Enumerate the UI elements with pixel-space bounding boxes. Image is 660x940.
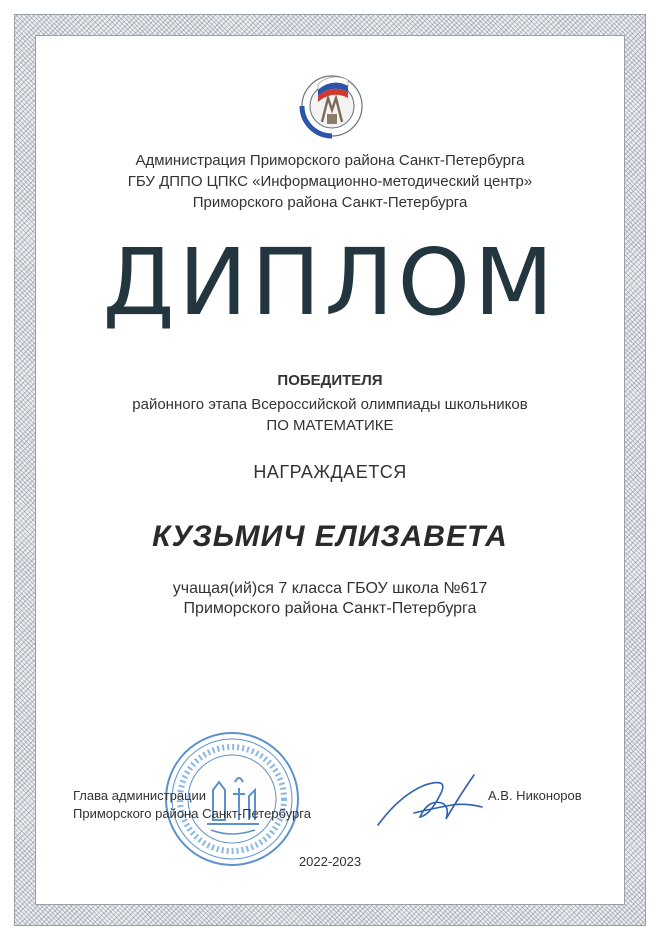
awarded-label: НАГРАЖДАЕТСЯ [253, 462, 407, 482]
organization-line-1: Администрация Приморского района Санкт-Петербурга [135, 152, 525, 169]
olympiad-subject: ПО МАТЕМАТИКЕ [266, 417, 394, 434]
winner-label: ПОБЕДИТЕЛЯ [277, 372, 383, 389]
recipient-description-1: учащая(ий)ся 7 класса ГБОУ школа №617 [172, 580, 488, 597]
organization-line-2: ГБУ ДППО ЦПКС «Информационно-методический центр» [127, 173, 533, 190]
head-title-line-1: Глава администрации [73, 788, 207, 803]
signature-icon [370, 755, 490, 840]
recipient-description-2: Приморского района Санкт-Петербурга [183, 600, 477, 617]
head-title-line-2: Приморского района Санкт-Петербурга [73, 806, 311, 821]
recipient-name: КУЗЬМИЧ ЕЛИЗАВЕТА [152, 520, 508, 553]
diploma-title: ДИПЛОМ [102, 229, 558, 336]
signer-name: А.В. Никоноров [488, 788, 582, 803]
olympiad-emblem-icon [294, 66, 370, 142]
academic-year: 2022-2023 [298, 854, 362, 869]
olympiad-stage: районного этапа Всероссийской олимпиады школьников [132, 396, 528, 413]
organization-line-3: Приморского района Санкт-Петербурга [192, 194, 468, 211]
